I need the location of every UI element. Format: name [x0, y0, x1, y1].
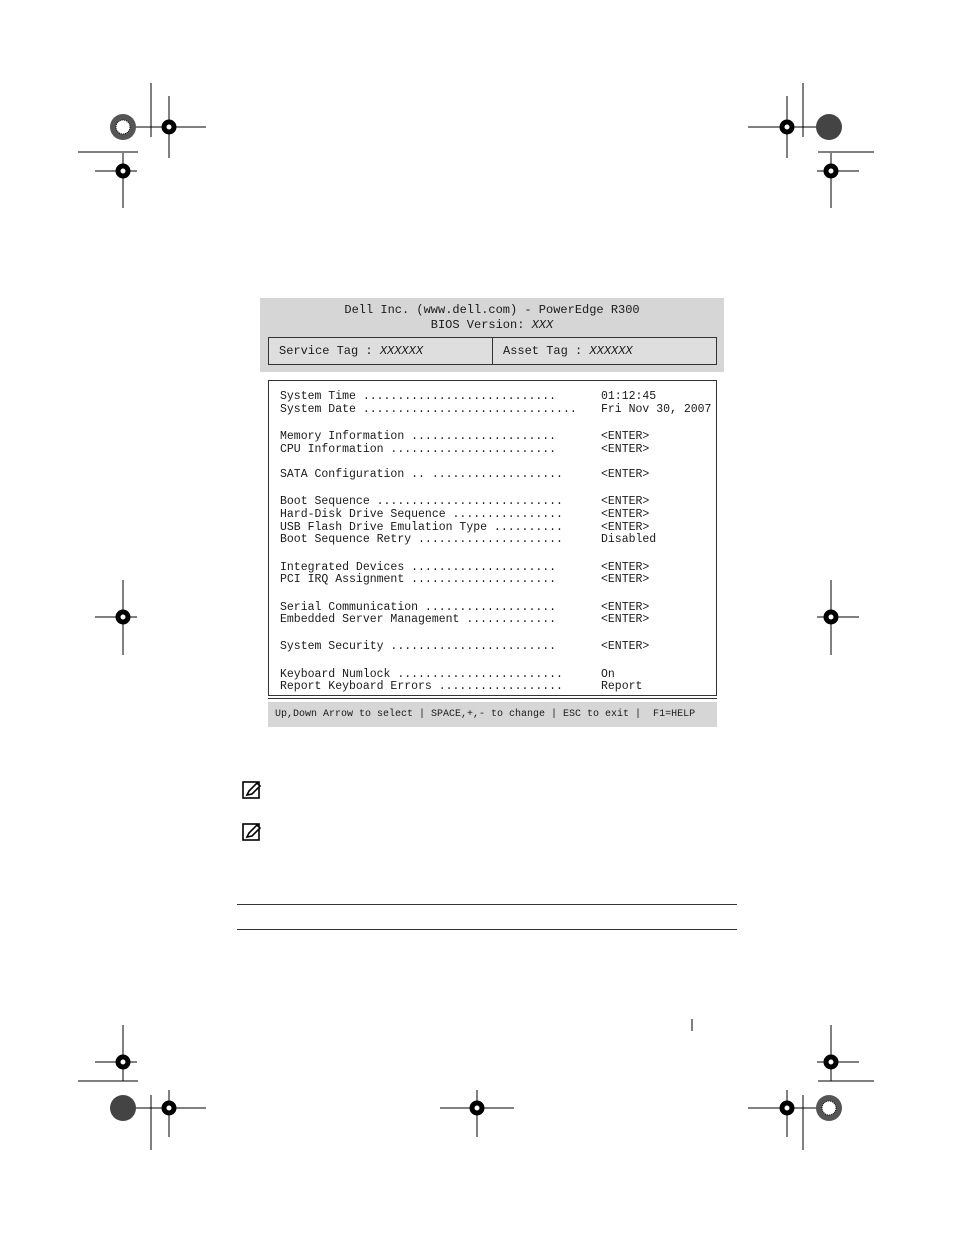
bios-title: Dell Inc. (www.dell.com) - PowerEdge R300: [344, 303, 640, 317]
menu-item-memory-information[interactable]: Memory Information .....................: [280, 430, 557, 443]
menu-item-integrated-devices[interactable]: Integrated Devices .....................: [280, 561, 557, 574]
menu-item-sata-configuration[interactable]: SATA Configuration .. ...................: [280, 468, 563, 481]
menu-value-integrated-devices: <ENTER>: [601, 561, 650, 574]
menu-item-keyboard-numlock[interactable]: Keyboard Numlock ........................: [280, 668, 563, 681]
menu-item-system-date[interactable]: System Date ...............................: [280, 403, 577, 416]
bios-version-label: BIOS Version:: [430, 318, 525, 332]
bios-version: [260, 318, 724, 332]
bios-header: [260, 298, 724, 372]
menu-value-hard-disk-drive-sequence: <ENTER>: [601, 508, 650, 521]
help-bar: Up,Down Arrow to select | SPACE,+,- to change | ESC to exit | F1=HELP: [268, 702, 717, 727]
service-tag-value: XXXXXX: [379, 344, 424, 358]
note-pencil-icon: [242, 823, 262, 841]
menu-value-serial-communication: <ENTER>: [601, 601, 650, 614]
table-top-rule: [237, 904, 737, 905]
menu-item-boot-sequence-retry[interactable]: Boot Sequence Retry .....................: [280, 533, 563, 546]
menu-value-cpu-information: <ENTER>: [601, 443, 650, 456]
menu-value-memory-information: <ENTER>: [601, 430, 650, 443]
tag-box: [268, 337, 717, 365]
menu-item-system-security[interactable]: System Security ........................: [280, 640, 557, 653]
menu-divider: [268, 698, 717, 699]
menu-item-serial-communication[interactable]: Serial Communication ...................: [280, 601, 557, 614]
service-tag-label: Service Tag :: [279, 344, 373, 358]
menu-item-embedded-server-management[interactable]: Embedded Server Management .............: [280, 613, 557, 626]
menu-value-embedded-server-management: <ENTER>: [601, 613, 650, 626]
menu-item-pci-irq-assignment[interactable]: PCI IRQ Assignment .....................: [280, 573, 557, 586]
menu-value-pci-irq-assignment: <ENTER>: [601, 573, 650, 586]
table-bottom-rule: [237, 929, 737, 930]
menu-value-system-security: <ENTER>: [601, 640, 650, 653]
menu-item-usb-flash-drive-emulation-type[interactable]: USB Flash Drive Emulation Type ..........: [280, 521, 563, 534]
menu-item-boot-sequence[interactable]: Boot Sequence ...........................: [280, 495, 563, 508]
asset-tag-label: Asset Tag :: [503, 344, 583, 358]
asset-tag-value: XXXXXX: [589, 344, 633, 358]
menu-item-cpu-information[interactable]: CPU Information ........................: [280, 443, 557, 456]
bios-version-value: XXX: [531, 318, 554, 332]
menu-value-system-time[interactable]: 01:12:45: [601, 390, 657, 403]
menu-value-report-keyboard-errors[interactable]: Report: [601, 680, 643, 693]
menu-value-usb-flash-drive-emulation-type: <ENTER>: [601, 521, 650, 534]
menu-value-sata-configuration: <ENTER>: [601, 468, 650, 481]
menu-value-keyboard-numlock[interactable]: On: [601, 668, 615, 681]
menu-item-report-keyboard-errors[interactable]: Report Keyboard Errors ..................: [280, 680, 563, 693]
menu-item-hard-disk-drive-sequence[interactable]: Hard-Disk Drive Sequence ................: [280, 508, 563, 521]
menu-value-boot-sequence-retry[interactable]: Disabled: [601, 533, 657, 546]
asset-tag: [492, 338, 716, 364]
note-pencil-icon: [242, 781, 262, 799]
menu-value-boot-sequence: <ENTER>: [601, 495, 650, 508]
menu-value-system-date[interactable]: Fri Nov 30, 2007: [601, 403, 712, 416]
menu-item-system-time[interactable]: System Time ............................: [280, 390, 557, 403]
service-tag: [269, 338, 492, 364]
bios-setup-menu: [268, 380, 717, 696]
